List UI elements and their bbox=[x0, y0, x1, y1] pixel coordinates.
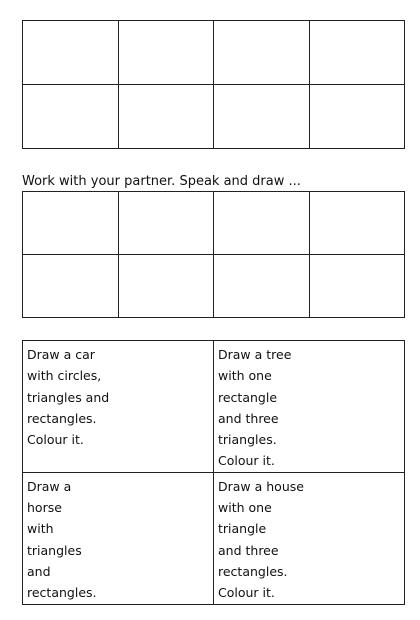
task-line: and bbox=[27, 563, 51, 579]
task-line: Draw a house bbox=[218, 478, 304, 494]
drawing-box bbox=[214, 192, 310, 255]
drawing-box bbox=[214, 21, 310, 85]
task-line: triangle bbox=[218, 521, 267, 537]
task-line: triangles. bbox=[218, 432, 277, 448]
drawing-box bbox=[118, 85, 214, 149]
task-tree bbox=[214, 341, 405, 473]
drawing-box bbox=[118, 192, 214, 255]
drawing-grid-bottom bbox=[22, 191, 405, 318]
grid-row bbox=[23, 21, 405, 85]
drawing-box bbox=[309, 21, 405, 85]
grid-row bbox=[23, 85, 405, 149]
task-row bbox=[23, 341, 405, 473]
drawing-grid-top bbox=[22, 20, 405, 149]
task-line: Colour it. bbox=[218, 453, 275, 469]
task-line: and three bbox=[218, 410, 279, 426]
drawing-box bbox=[118, 21, 214, 85]
drawing-box bbox=[23, 255, 119, 318]
drawing-box bbox=[23, 85, 119, 149]
grid-row bbox=[23, 192, 405, 255]
task-line: horse bbox=[27, 500, 62, 516]
drawing-box bbox=[309, 85, 405, 149]
task-line: Colour it. bbox=[218, 585, 275, 601]
task-line: and three bbox=[218, 542, 279, 558]
task-line: with circles, bbox=[27, 368, 102, 384]
task-line: Draw a car bbox=[27, 347, 95, 362]
drawing-box bbox=[214, 255, 310, 318]
drawing-box bbox=[309, 192, 405, 255]
task-line: Colour it. bbox=[27, 432, 84, 448]
drawing-box bbox=[118, 255, 214, 318]
task-line: with bbox=[27, 521, 54, 537]
task-line: rectangles. bbox=[218, 563, 288, 579]
drawing-box bbox=[214, 85, 310, 149]
task-line: triangles and bbox=[27, 389, 110, 405]
instruction-text: Work with your partner. Speak and draw ... bbox=[22, 174, 301, 189]
task-line: rectangles. bbox=[27, 410, 97, 426]
task-row bbox=[23, 472, 405, 604]
task-horse bbox=[23, 472, 214, 604]
task-line: with one bbox=[218, 368, 272, 384]
task-line: triangles bbox=[27, 542, 82, 558]
task-house bbox=[214, 472, 405, 604]
task-line: rectangles. bbox=[27, 585, 97, 601]
drawing-box bbox=[309, 255, 405, 318]
grid-row bbox=[23, 255, 405, 318]
task-line: Draw a tree bbox=[218, 347, 292, 362]
task-car bbox=[23, 341, 214, 473]
task-line: with one bbox=[218, 500, 272, 516]
task-line: rectangle bbox=[218, 389, 278, 405]
task-table bbox=[22, 340, 405, 605]
drawing-box bbox=[23, 192, 119, 255]
task-line: Draw a bbox=[27, 478, 72, 494]
drawing-box bbox=[23, 21, 119, 85]
